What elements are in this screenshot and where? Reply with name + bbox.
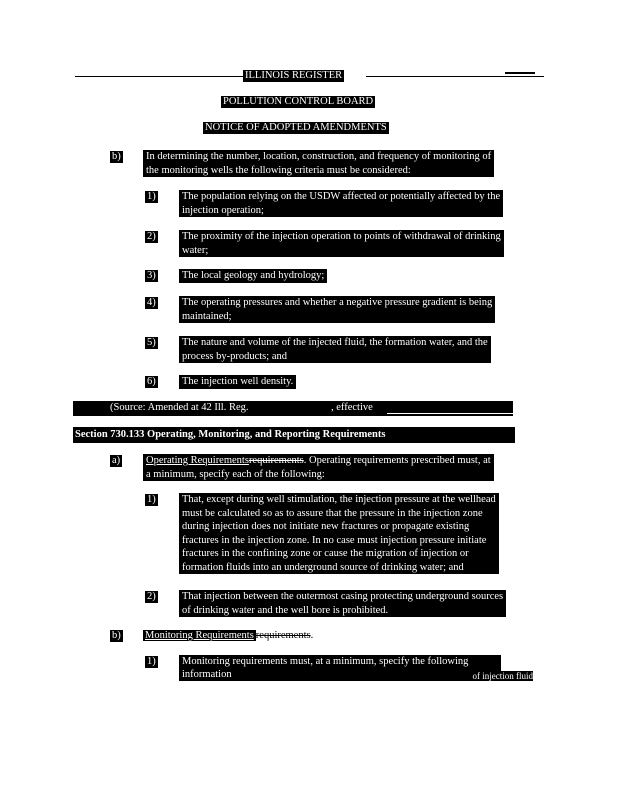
subsection-a-label: a) <box>112 455 121 466</box>
criteria-item <box>179 296 495 323</box>
header-rule-tick <box>505 72 535 74</box>
register-title: ILLINOIS REGISTER <box>245 70 343 81</box>
item-line: The operating pressures and whether a negative pressure gradient is being <box>182 297 493 308</box>
header-rule-right <box>366 76 544 77</box>
item-line: during injection does not initiate new fractures or propagate existing <box>182 521 470 532</box>
monitoring-requirements-deleted: requirements <box>255 630 311 641</box>
item-line: The injection well density. <box>182 376 294 387</box>
notice-title: NOTICE OF ADOPTED AMENDMENTS <box>205 122 387 133</box>
monitoring-requirements-inserted: Monitoring Requirements <box>145 630 254 641</box>
item-number: 1) <box>147 494 156 505</box>
item-line: must be calculated so as to assure that the pressure in the injection zone <box>182 507 483 519</box>
operating-requirements-deleted: requirements <box>248 455 304 466</box>
subsection-b-line: the monitoring wells the following criteria must be considered: <box>146 164 411 176</box>
item-line: process by-products; and <box>182 350 287 362</box>
item-number: 3) <box>147 270 156 281</box>
source-effective: , effective <box>331 402 373 413</box>
item-line: water; <box>182 244 209 256</box>
monitoring-requirements-rest: . <box>310 630 314 641</box>
item-line: fractures in the injection zone. In no case must injection pressure initiate <box>182 534 487 546</box>
source-prefix: (Source: Amended at 42 Ill. Reg. <box>110 402 249 413</box>
operating-item <box>179 590 506 617</box>
subsection-a-line <box>146 454 491 468</box>
source-note <box>73 401 583 416</box>
item-number: 2) <box>147 591 156 602</box>
item-line: That, except during well stimulation, the injection pressure at the wellhead <box>182 494 496 505</box>
item-line: The nature and volume of the injected fluid, the formation water, and the <box>182 337 488 348</box>
criteria-item <box>179 269 327 283</box>
criteria-item <box>179 190 503 217</box>
monitoring-b-label: b) <box>112 630 121 641</box>
criteria-item <box>179 336 491 363</box>
effective-date-blank <box>387 401 577 414</box>
item-line: The local geology and hydrology; <box>182 270 325 281</box>
item-line: injection operation; <box>182 204 264 216</box>
item-line: That injection between the outermost casing protecting underground sources <box>182 591 504 602</box>
criteria-item <box>179 375 296 389</box>
item-number: 2) <box>147 231 156 242</box>
item-number: 6) <box>147 376 156 387</box>
subsection-b-line: In determining the number, location, construction, and frequency of monitoring of <box>146 151 492 162</box>
header-rule-left <box>75 76 243 77</box>
monitoring-heading <box>143 629 313 643</box>
item-line: of drinking water and the well bore is prohibited. <box>182 604 389 616</box>
board-title: POLLUTION CONTROL BOARD <box>223 96 374 107</box>
item-line: formation fluids into an underground source of drinking water; and <box>182 561 464 573</box>
section-heading: Section 730.133 Operating, Monitoring, and Reporting Requirements <box>73 427 515 443</box>
operating-requirements-inserted: Operating Requirements <box>146 455 249 466</box>
subsection-b-label: b) <box>112 151 121 162</box>
item-number: 5) <box>147 337 156 348</box>
item-number: 1) <box>147 656 156 667</box>
subsection-a-line: a minimum, specify each of the following: <box>146 468 325 480</box>
item-number: 1) <box>147 191 156 202</box>
item-line: fractures in the confining zone or cause the migration of injection or <box>182 548 469 559</box>
operating-item <box>179 493 499 574</box>
item-line: maintained; <box>182 310 232 322</box>
monitoring-item-tail <box>263 671 533 681</box>
operating-requirements-rest: . Operating requirements prescribed must, at <box>303 455 491 466</box>
item-line: Monitoring requirements must, at a minimum, specify the following <box>182 656 469 667</box>
item-line: The proximity of the injection operation to points of withdrawal of drinking <box>182 231 501 242</box>
subsection-a-text <box>143 454 494 481</box>
criteria-item <box>179 230 504 257</box>
item-line: information <box>182 669 232 680</box>
item-number: 4) <box>147 297 156 308</box>
source-suffix: ) <box>579 402 583 413</box>
item-line: The population relying on the USDW affected or potentially affected by the <box>182 191 501 202</box>
item-tail-text: of injection fluid <box>472 671 533 681</box>
subsection-b-text <box>143 150 494 177</box>
